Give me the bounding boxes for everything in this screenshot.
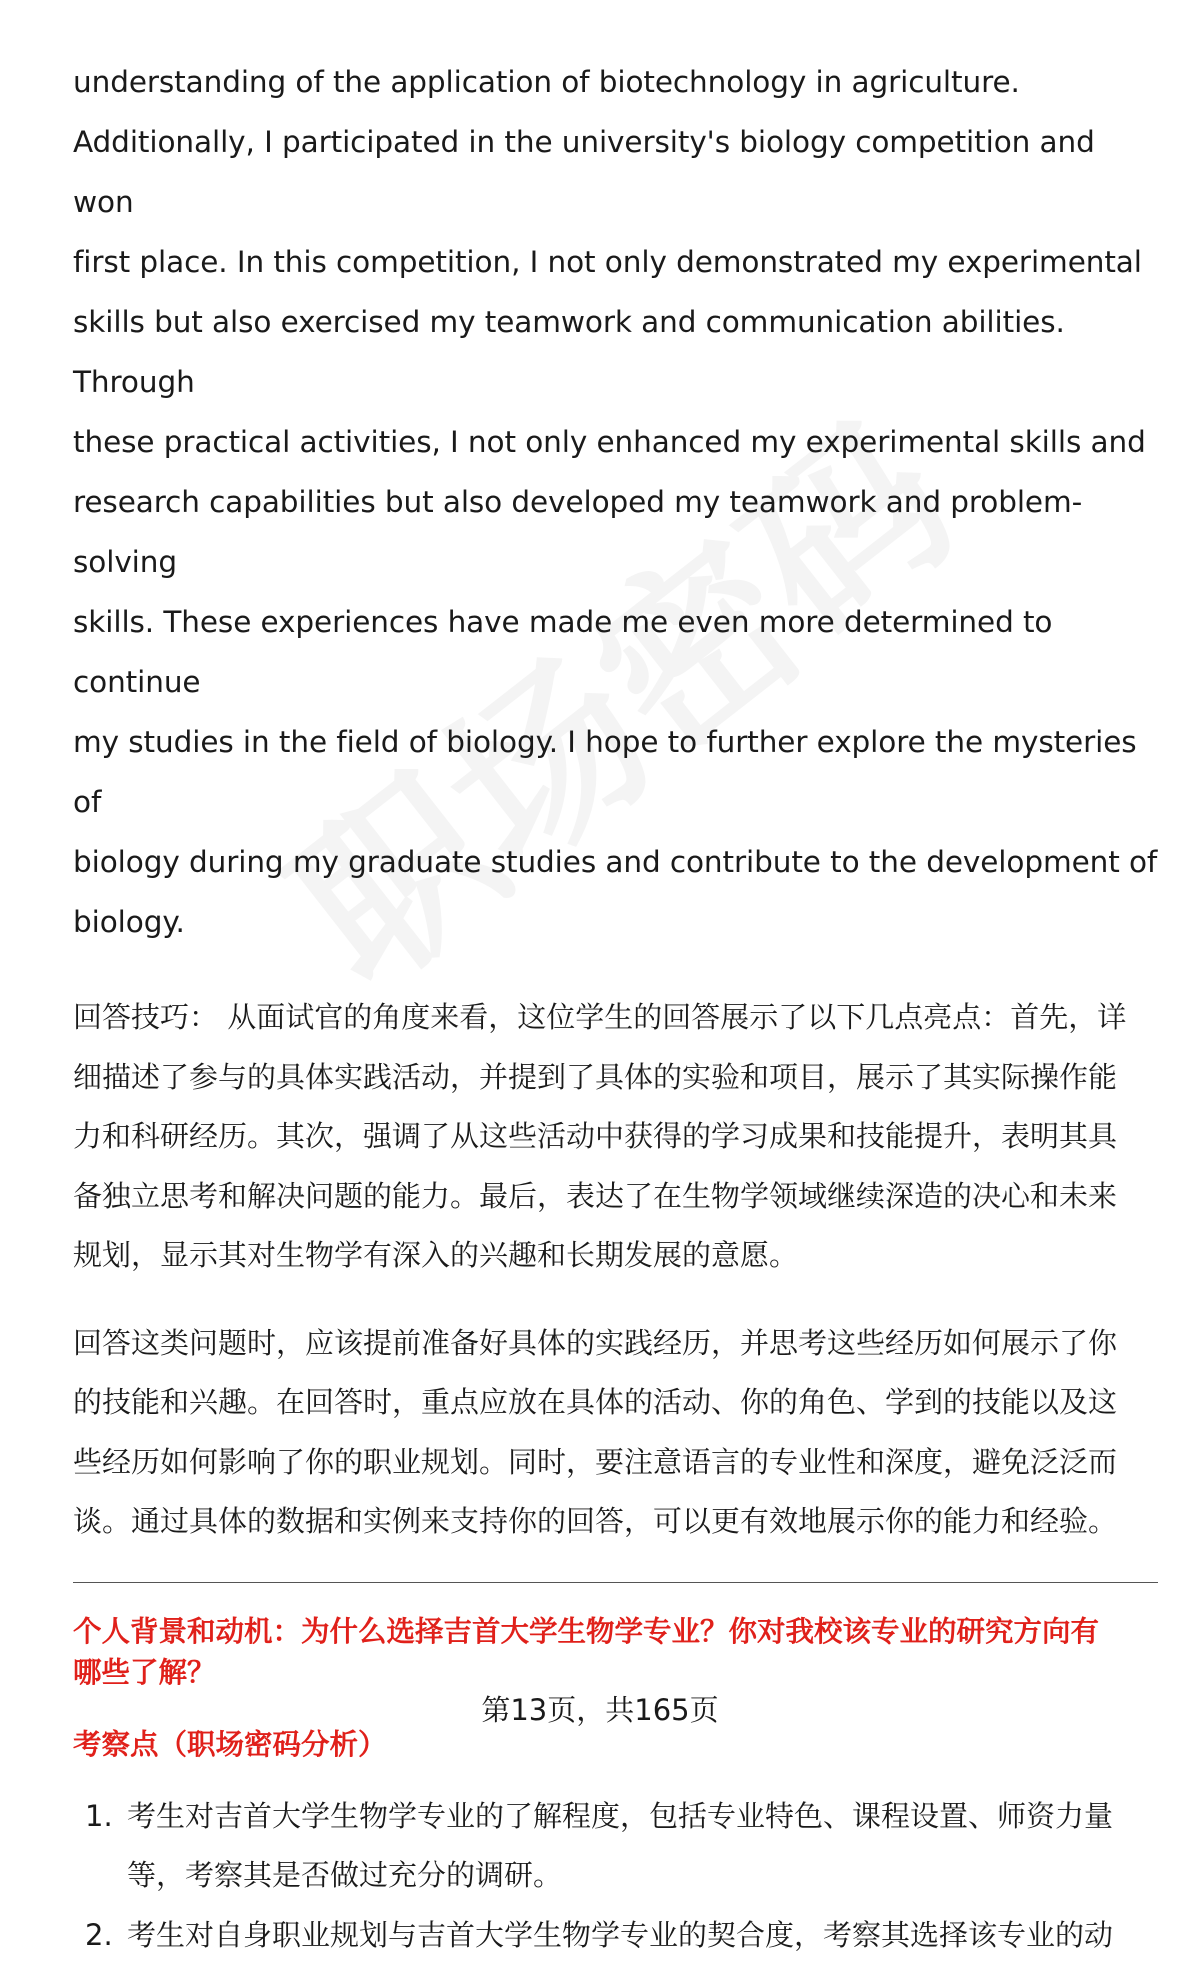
assessment-subheading: 考察点（职场密码分析）: [73, 1725, 1158, 1765]
page-footer: 第13页，共165页: [0, 1690, 1200, 1730]
text-line: 力和科研经历。其次，强调了从这些活动中获得的学习成果和技能提升，表明其具: [73, 1107, 1158, 1167]
text-line: skills. These experiences have made me even more determined to continue: [73, 592, 1158, 712]
text-line: Additionally, I participated in the university's biology competition and won: [73, 112, 1158, 232]
list-item: [73, 1906, 1158, 1965]
assessment-list: [73, 1787, 1158, 1965]
text-line: 细描述了参与的具体实践活动，并提到了具体的实验和项目，展示了其实际操作能: [73, 1048, 1158, 1108]
text-line: 考生对自身职业规划与吉首大学生物学专业的契合度，考察其选择该专业的动: [127, 1906, 1158, 1965]
text-line: first place. In this competition, I not only demonstrated my experimental: [73, 232, 1158, 292]
list-item: [73, 1787, 1158, 1906]
list-number: 2.: [85, 1906, 113, 1965]
question-heading: [73, 1611, 1158, 1693]
text-line: 备独立思考和解决问题的能力。最后，表达了在生物学领域继续深造的决心和未来: [73, 1167, 1158, 1227]
tips-paragraph: [73, 988, 1158, 1286]
heading-line: 个人背景和动机：为什么选择吉首大学生物学专业？你对我校该专业的研究方向有: [73, 1611, 1158, 1652]
text-line: skills but also exercised my teamwork and communication abilities. Through: [73, 292, 1158, 412]
text-line: research capabilities but also developed my teamwork and problem-solving: [73, 472, 1158, 592]
text-line: biology during my graduate studies and contribute to the development of: [73, 832, 1158, 892]
text-line: these practical activities, I not only enhanced my experimental skills and: [73, 412, 1158, 472]
document-page: [73, 52, 1158, 1965]
text-line: 回答技巧： 从面试官的角度来看，这位学生的回答展示了以下几点亮点：首先，详: [73, 988, 1158, 1048]
text-line: 些经历如何影响了你的职业规划。同时，要注意语言的专业性和深度，避免泛泛而: [73, 1433, 1158, 1493]
text-line: 的技能和兴趣。在回答时，重点应放在具体的活动、你的角色、学到的技能以及这: [73, 1373, 1158, 1433]
text-line: 等，考察其是否做过充分的调研。: [127, 1846, 1158, 1906]
advice-paragraph: [73, 1314, 1158, 1552]
section-divider: [73, 1582, 1158, 1583]
text-line: 回答这类问题时，应该提前准备好具体的实践经历，并思考这些经历如何展示了你: [73, 1314, 1158, 1374]
intro-paragraph: [73, 52, 1158, 952]
text-line: my studies in the field of biology. I hope to further explore the mysteries of: [73, 712, 1158, 832]
text-line: 考生对吉首大学生物学专业的了解程度，包括专业特色、课程设置、师资力量: [127, 1787, 1158, 1847]
text-line: 谈。通过具体的数据和实例来支持你的回答，可以更有效地展示你的能力和经验。: [73, 1492, 1158, 1552]
text-line: 规划，显示其对生物学有深入的兴趣和长期发展的意愿。: [73, 1226, 1158, 1286]
text-line: biology.: [73, 892, 1158, 952]
list-number: 1.: [85, 1787, 113, 1847]
heading-line: 哪些了解？: [73, 1652, 1158, 1693]
text-line: understanding of the application of biotechnology in agriculture.: [73, 52, 1158, 112]
